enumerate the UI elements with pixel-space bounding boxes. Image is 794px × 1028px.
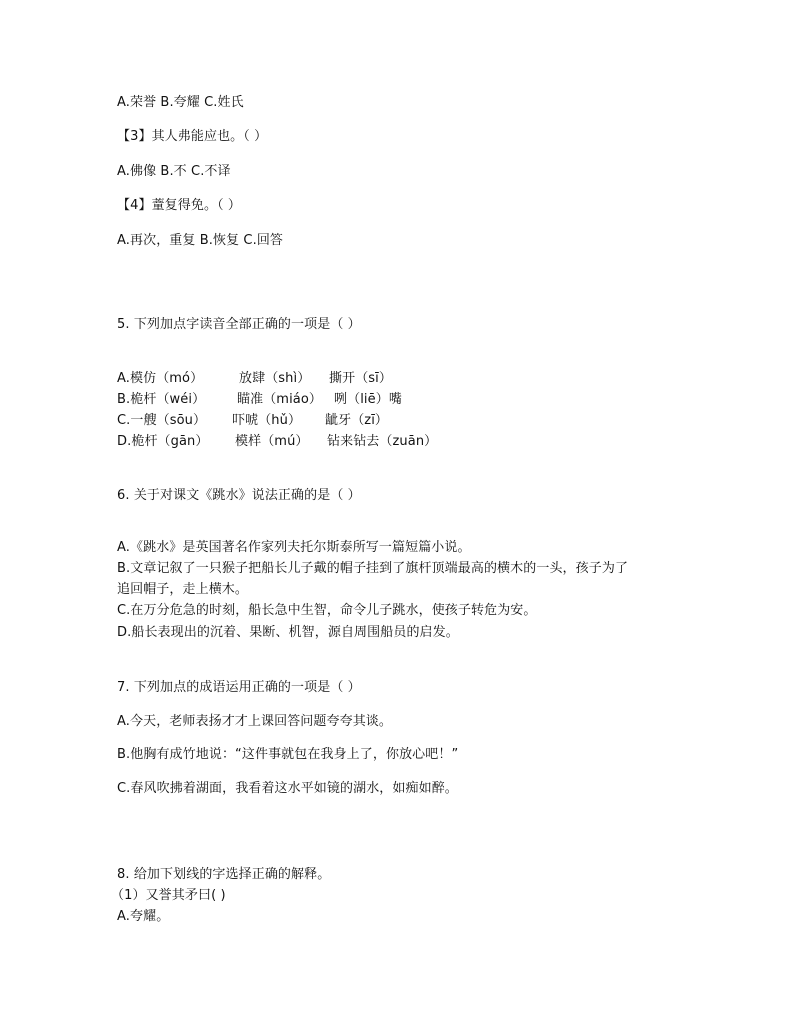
q7-option-a: A.今天，老师表扬才才上课回答问题夸夸其谈。 [117, 714, 392, 729]
q4-options: A.再次，重复 B.恢复 C.回答 [117, 233, 284, 248]
q3-options: A.佛像 B.不 C.不译 [117, 164, 231, 179]
q5-c-2: 吓唬（hǔ） [232, 413, 302, 428]
q7-option-b: B.他胸有成竹地说：“这件事就包在我身上了，你放心吧！” [117, 747, 459, 762]
q5-b-3: 咧（liē）嘴 [334, 392, 402, 407]
q4-prompt: 【4】蕫复得免。（ ） [117, 198, 242, 213]
q8-sub1: （1）又誉其矛曰( ) [111, 888, 226, 903]
q8-option-a: A.夸耀。 [117, 909, 170, 924]
q6-option-b-line2: 追回帽子，走上横木。 [117, 582, 249, 597]
q5-d-3: 钻来钻去（zuān） [327, 434, 438, 449]
q5-option-d [117, 433, 437, 451]
q5-a-1: A.模仿（mó） [117, 371, 204, 386]
q5-c-1: C.一艘（sōu） [117, 413, 207, 428]
q5-option-b [117, 391, 402, 409]
q5-d-1: D.桅杆（gān） [117, 434, 209, 449]
q7-option-c: C.春风吹拂着湖面，我看着这水平如镜的湖水，如痴如醉。 [117, 781, 458, 796]
q5-c-3: 龇牙（zī） [325, 413, 389, 428]
q8-stem: 8. 给加下划线的字选择正确的解释。 [117, 867, 331, 882]
q3-prompt: 【3】其人弗能应也。（ ） [117, 129, 268, 144]
q5-b-1: B.桅杆（wéi） [117, 392, 206, 407]
q6-option-b-line1: B.文章记叙了一只猴子把船长儿子戴的帽子挂到了旗杆顶端最高的横木的一头，孩子为了 [117, 561, 629, 576]
q5-b-2: 瞄准（miáo） [237, 392, 322, 407]
q6-option-c: C.在万分危急的时刻，船长急中生智，命令儿子跳水，使孩子转危为安。 [117, 603, 537, 618]
q5-a-2: 放肆（shì） [239, 371, 311, 386]
q5-stem: 5. 下列加点字读音全部正确的一项是（ ） [117, 317, 361, 332]
q5-option-c [117, 412, 388, 430]
q5-option-a [117, 370, 392, 388]
q6-stem: 6. 关于对课文《跳水》说法正确的是（ ） [117, 488, 361, 503]
q6-option-d: D.船长表现出的沉着、果断、机智，源自周围船员的启发。 [117, 625, 459, 640]
q7-stem: 7. 下列加点的成语运用正确的一项是（ ） [117, 680, 361, 695]
q2-options: A.荣誉 B.夸耀 C.姓氏 [117, 95, 244, 110]
q5-a-3: 撕开（sī） [329, 371, 392, 386]
q6-option-a: A.《跳水》是英国著名作家列夫托尔斯泰所写一篇短篇小说。 [117, 540, 471, 555]
q5-d-2: 模样（mú） [235, 434, 309, 449]
